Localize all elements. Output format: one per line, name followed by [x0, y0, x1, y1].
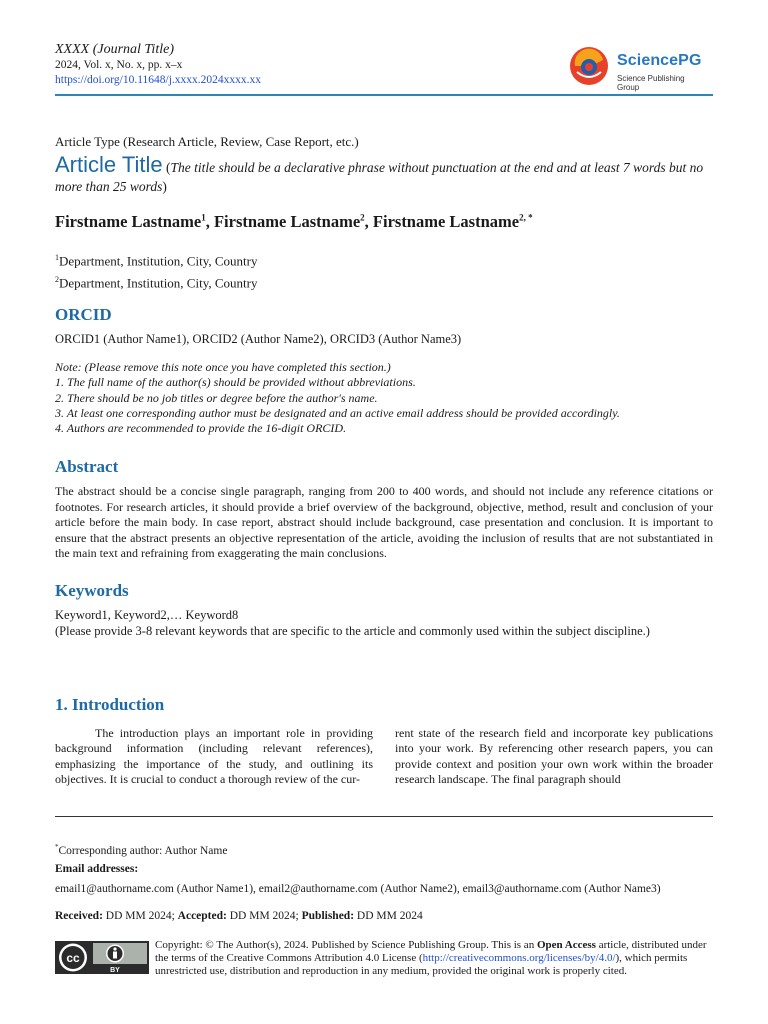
author-name: Firstname Lastname — [55, 212, 202, 231]
article-title: Article Title — [55, 152, 163, 177]
keywords-heading: Keywords — [55, 581, 129, 600]
publication-dates — [55, 909, 423, 923]
author-affiliation-mark: 1 — [201, 212, 206, 223]
copyright-notice — [155, 939, 713, 978]
orcid-heading: ORCID — [55, 305, 112, 324]
keywords-instruction: (Please provide 3-8 relevant keywords that are specific to the article and commonly used within the subject discipline.) — [55, 624, 650, 638]
cc-by-badge — [55, 941, 149, 974]
copyright-text: ), which permits unrestricted use, distribution and reproduction in any medium, provided the original work is properly cited. — [155, 952, 688, 977]
logo-name: SciencePG — [617, 52, 702, 69]
introduction-heading: 1. Introduction — [55, 695, 165, 714]
copyright-text: Copyright: © The Author(s), 2024. Published by Science Publishing Group. This is an — [155, 939, 537, 951]
orcid-text: ORCID1 (Author Name1), ORCID2 (Author Name2), ORCID3 (Author Name3) — [55, 332, 462, 346]
sciencepg-logo-icon — [569, 46, 609, 86]
affiliation-mark: 2 — [55, 275, 59, 285]
accepted-label: Accepted: — [177, 910, 227, 922]
introduction-column-left — [55, 726, 373, 788]
corresponding-author — [55, 840, 227, 858]
sciencepg-logo — [569, 46, 709, 92]
cc-by-icon — [55, 941, 149, 974]
affiliation-mark: 1 — [55, 253, 59, 262]
svg-text:cc: cc — [66, 951, 80, 965]
title-note-close: ) — [162, 179, 167, 194]
affiliation-item — [55, 270, 257, 292]
note-line: 3. At least one corresponding author must be designated and an active email address should be provided accordingly. — [55, 405, 620, 420]
author-separator: , — [364, 212, 373, 231]
affiliation-item — [55, 248, 257, 270]
keywords-list: Keyword1, Keyword2,… Keyword8 — [55, 608, 239, 622]
affiliation-text: Department, Institution, City, Country — [59, 253, 258, 269]
author-affiliation-mark: 2, * — [519, 212, 533, 223]
note-line: Note: (Please remove this note once you have completed this section.) — [55, 360, 391, 374]
author-note — [55, 360, 620, 436]
corresponding-text: Corresponding author: Author Name — [58, 844, 228, 857]
author-name: Firstname Lastname — [372, 212, 520, 231]
corresponding-mark: * — [55, 843, 59, 851]
article-type: Article Type (Research Article, Review, Case Report, etc.) — [55, 134, 359, 149]
email-label: Email addresses: — [55, 863, 139, 875]
author-affiliation-mark: 2 — [360, 212, 365, 223]
doi-link[interactable]: https://doi.org/10.11648/j.xxxx.2024xxxx.xx — [55, 74, 262, 86]
abstract-heading: Abstract — [55, 457, 119, 476]
received-date: DD MM 2024; — [102, 910, 178, 922]
title-line — [55, 152, 713, 196]
note-line: 4. Authors are recommended to provide the 16-digit ORCID. — [55, 421, 347, 436]
author-separator: , — [205, 212, 214, 231]
journal-title: XXXX (Journal Title) — [55, 42, 174, 57]
logo-subtitle: Science Publishing Group — [617, 74, 685, 92]
note-line: 2. There should be no job titles or degree before the author's name. — [55, 390, 378, 405]
abstract-body: The abstract should be a concise single paragraph, ranging from 200 to 400 words, and should not include any reference citations or footnotes. For research articles, it should provide a brief overview of the background, objective, method, result and conclusion of your article before the main body. In case report, abstract should include background, case presentation and conclusion. It is important to ensure that the abstract presents an objective representation of the article, avoiding the inclusion of results that are not substantiated in the main text and refraining from exaggerating the main conclusions. — [55, 484, 713, 560]
cc-by-label: BY — [110, 967, 120, 974]
email-addresses: email1@authorname.com (Author Name1), email2@authorname.com (Author Name2), email3@authorname.com (Author Name3) — [55, 883, 661, 895]
license-link[interactable]: http://creativecommons.org/licenses/by/4.0/ — [422, 952, 616, 964]
author-list — [55, 212, 533, 232]
published-date: DD MM 2024 — [354, 910, 423, 922]
title-note-open: ( — [162, 160, 171, 175]
affiliation-text: Department, Institution, City, Country — [59, 275, 258, 291]
title-note: The title should be a declarative phrase without punctuation at the end and at least 7 words but no more than 25 words — [55, 160, 704, 194]
note-line: 1. The full name of the author(s) should be provided without abbreviations. — [55, 375, 416, 390]
page — [55, 0, 713, 1024]
affiliation-list — [55, 248, 257, 293]
received-label: Received: — [55, 910, 103, 922]
copyright-text: article, distributed under the terms of the Creative Commons Attribution 4.0 License ( — [155, 939, 707, 964]
volume-line: 2024, Vol. x, No. x, pp. x–x — [55, 59, 183, 71]
introduction-text-left: The introduction plays an important role in providing background information (including relevant references), emphasizing the importance of the study, and outlining its objectives. It is crucial to conduct a thorough review of the cur- — [55, 726, 373, 787]
accepted-date: DD MM 2024; — [226, 910, 302, 922]
author-name: Firstname Lastname — [213, 212, 361, 231]
open-access-label: Open Access — [536, 939, 596, 951]
published-label: Published: — [301, 910, 355, 922]
journal-header — [55, 42, 713, 96]
footnote-divider — [55, 816, 713, 817]
introduction-column-right: rent state of the research field and incorporate key publications into your work. By referencing other research papers, you can provide context and position your own work within the broader research landscape. The final paragraph should — [395, 726, 713, 787]
